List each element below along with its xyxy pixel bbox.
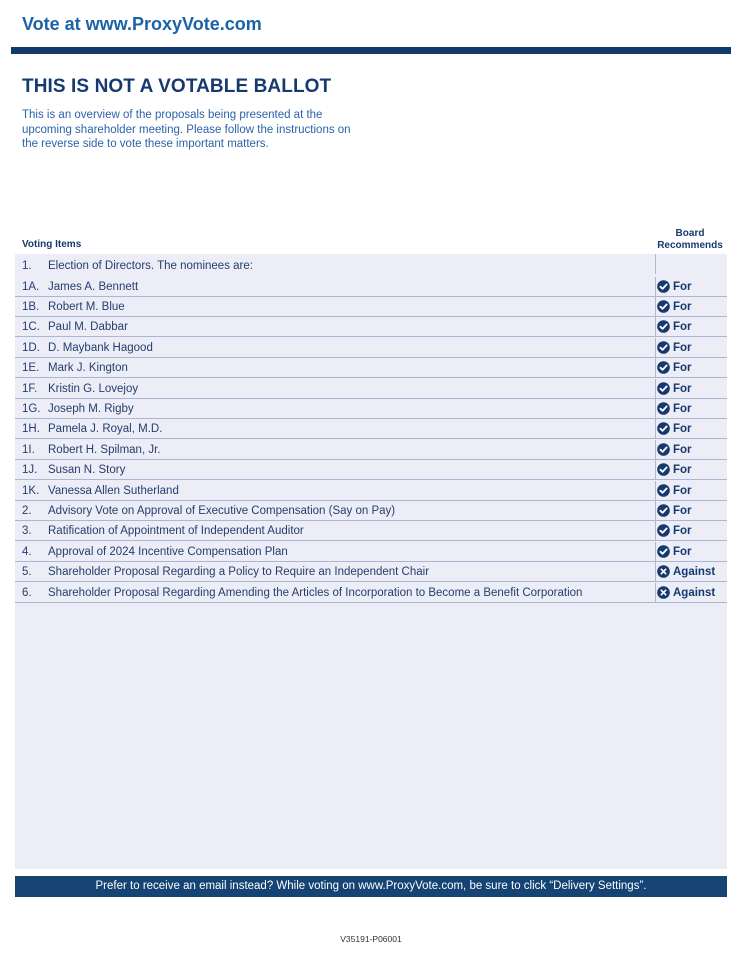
item-label: Pamela J. Royal, M.D.: [48, 423, 163, 435]
board-recommendation: [657, 341, 692, 354]
check-icon: [657, 341, 670, 354]
item-number: 1F.: [22, 383, 38, 395]
check-icon: [657, 300, 670, 313]
board-recommendation: [657, 484, 692, 497]
item-label: Approval of 2024 Incentive Compensation Plan: [48, 546, 288, 558]
item-number: 1I.: [22, 444, 35, 456]
check-icon: [657, 443, 670, 456]
board-recommendation: [657, 300, 692, 313]
board-header-line: Recommends: [657, 239, 723, 251]
item-label: D. Maybank Hagood: [48, 342, 153, 354]
voting-item-row: [15, 358, 727, 378]
column-divider: [655, 481, 656, 501]
recommendation-text: Against: [673, 565, 716, 578]
item-number: 1C.: [22, 321, 40, 333]
item-number: 3.: [22, 525, 32, 537]
item-label: Ratification of Appointment of Independent Auditor: [48, 525, 304, 537]
voting-item-row: [15, 297, 727, 317]
item-number: 1A.: [22, 281, 40, 293]
voting-item-row: [15, 521, 727, 541]
board-recommends-header: [652, 228, 728, 251]
item-number: 6.: [22, 587, 32, 599]
voting-item-row: [15, 501, 727, 521]
item-label: Joseph M. Rigby: [48, 403, 134, 415]
board-recommendation: [657, 280, 692, 293]
check-icon: [657, 524, 670, 537]
voting-item-row: [15, 440, 727, 460]
recommendation-text: Against: [673, 586, 716, 599]
check-icon: [657, 382, 670, 395]
recommendation-text: For: [673, 382, 692, 395]
intro-line: This is an overview of the proposals being presented at the: [22, 109, 323, 121]
column-divider: [655, 521, 656, 541]
recommendation-text: For: [673, 341, 692, 354]
item-label: Kristin G. Lovejoy: [48, 383, 139, 395]
column-divider: [655, 277, 656, 297]
item-label: Shareholder Proposal Regarding Amending the Articles of Incorporation to Become a Benefit Corporation: [48, 587, 583, 599]
board-recommendation: [657, 422, 692, 435]
item-number: 1E.: [22, 362, 40, 374]
item-number: 4.: [22, 546, 32, 558]
item-label: Mark J. Kington: [48, 362, 128, 374]
column-divider: [655, 338, 656, 358]
column-divider: [655, 460, 656, 480]
item-number: 1H.: [22, 423, 40, 435]
check-icon: [657, 320, 670, 333]
check-icon: [657, 402, 670, 415]
item-label: James A. Bennett: [48, 281, 139, 293]
recommendation-text: For: [673, 524, 692, 537]
document-code: V35191-P06001: [340, 934, 402, 944]
intro-text: [22, 108, 377, 152]
voting-item-row: [15, 338, 727, 358]
recommendation-text: For: [673, 320, 692, 333]
item-number: 1K.: [22, 485, 40, 497]
board-recommendation: [657, 443, 692, 456]
column-divider: [655, 297, 656, 317]
column-divider: [655, 317, 656, 337]
item-label: Susan N. Story: [48, 464, 126, 476]
item-number: 1.: [22, 260, 32, 272]
recommendation-text: For: [673, 545, 692, 558]
recommendation-text: For: [673, 484, 692, 497]
delivery-settings-banner: Prefer to receive an email instead? While voting on www.ProxyVote.com, be sure to click “Delivery Settings”.: [15, 876, 727, 897]
column-divider: [655, 399, 656, 419]
voting-item-row: [15, 583, 727, 603]
board-recommendation: [657, 463, 692, 476]
column-divider: [655, 542, 656, 562]
voting-item-row: [15, 542, 727, 562]
item-label: Vanessa Allen Sutherland: [48, 485, 179, 497]
intro-line: the reverse side to vote these important matters.: [22, 138, 269, 150]
column-divider: [655, 583, 656, 603]
item-label: Election of Directors. The nominees are:: [48, 260, 253, 272]
check-icon: [657, 504, 670, 517]
column-divider: [655, 501, 656, 521]
voting-item-row: [15, 277, 727, 297]
check-icon: [657, 422, 670, 435]
board-recommendation: [657, 504, 692, 517]
check-icon: [657, 361, 670, 374]
item-number: 1J.: [22, 464, 38, 476]
item-label: Shareholder Proposal Regarding a Policy to Require an Independent Chair: [48, 566, 430, 578]
recommendation-text: For: [673, 280, 692, 293]
check-icon: [657, 280, 670, 293]
item-number: 1B.: [22, 301, 40, 313]
recommendation-text: For: [673, 361, 692, 374]
item-label: Paul M. Dabbar: [48, 321, 128, 333]
board-recommendation: [657, 524, 692, 537]
board-recommendation: [657, 361, 692, 374]
voting-item-row: [15, 481, 727, 501]
board-header-line: Board: [675, 228, 705, 239]
item-number: 1D.: [22, 342, 40, 354]
item-number: 5.: [22, 566, 32, 578]
recommendation-text: For: [673, 300, 692, 313]
header-title: Vote at www.ProxyVote.com: [22, 14, 262, 34]
recommendation-text: For: [673, 422, 692, 435]
board-recommendation: [657, 545, 692, 558]
check-icon: [657, 463, 670, 476]
voting-item-row: [15, 379, 727, 399]
recommendation-text: For: [673, 504, 692, 517]
column-divider: [655, 562, 656, 582]
header-rule: [11, 47, 731, 54]
x-icon: [657, 565, 670, 578]
voting-item-row: [15, 460, 727, 480]
intro-line: upcoming shareholder meeting. Please follow the instructions on: [22, 123, 351, 136]
item-number: 1G.: [22, 403, 41, 415]
column-divider: [655, 358, 656, 378]
x-icon: [657, 586, 670, 599]
column-divider: [655, 419, 656, 439]
voting-items-header: Voting Items: [22, 239, 82, 250]
check-icon: [657, 484, 670, 497]
voting-item-row: [15, 317, 727, 337]
board-recommendation: [657, 402, 692, 415]
check-icon: [657, 545, 670, 558]
item-label: Advisory Vote on Approval of Executive Compensation (Say on Pay): [48, 505, 396, 517]
recommendation-text: For: [673, 402, 692, 415]
item-label: Robert H. Spilman, Jr.: [48, 444, 161, 456]
recommendation-text: For: [673, 463, 692, 476]
column-divider: [655, 379, 656, 399]
board-recommendation: [657, 586, 715, 599]
board-recommendation: [657, 565, 715, 578]
voting-item-row: [15, 399, 727, 419]
board-recommendation: [657, 382, 692, 395]
item-number: 2.: [22, 505, 32, 517]
ballot-title: THIS IS NOT A VOTABLE BALLOT: [22, 76, 332, 97]
recommendation-text: For: [673, 443, 692, 456]
voting-item-row: [15, 419, 727, 439]
voting-item-row: [15, 256, 727, 276]
column-divider: [655, 440, 656, 460]
board-recommendation: [657, 320, 692, 333]
voting-item-row: [15, 562, 727, 582]
column-divider: [655, 254, 656, 274]
item-label: Robert M. Blue: [48, 301, 125, 313]
